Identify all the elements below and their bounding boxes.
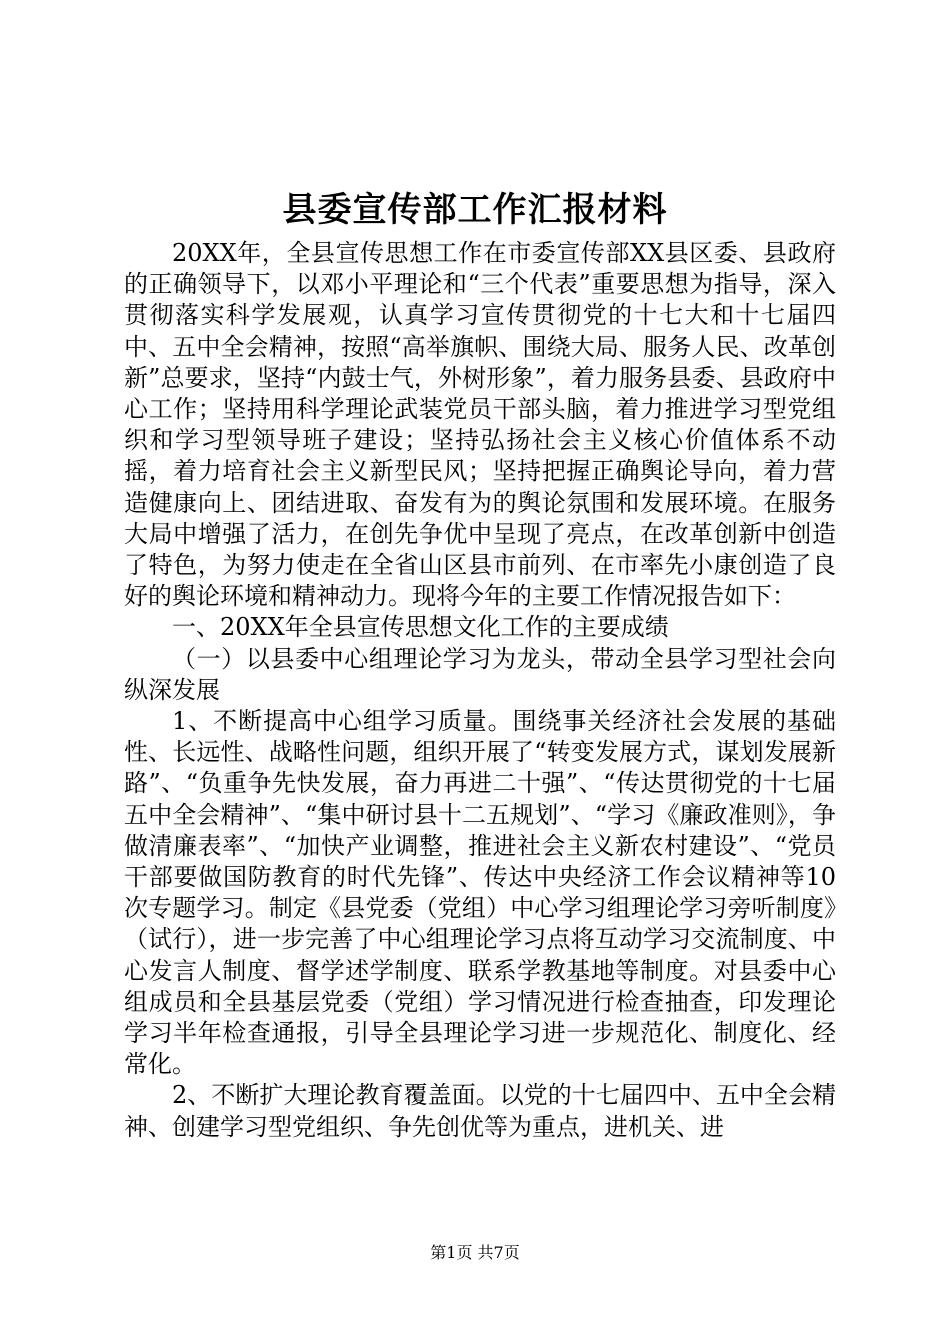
body-paragraph: 1、不断提高中心组学习质量。围绕事关经济社会发展的基础性、长远性、战略性问题，组织开展了“转变发展方式，谋划发展新路”、“负重争先快发展，奋力再进二十强”、“传达贯彻党的十七届五中全会精神”、“集中研讨县十二五规划”、“学习《廉政准则》，争做清廉表率”、“加快产业调整，推进社会主义新农村建设”、“党员干部要做国防教育的时代先锋”、传达中央经济工作会议精神等10次专题学习。制定《县党委（党组）中心学习组理论学习旁听制度》（试行），进一步完善了中心组理论学习点将互动学习交流制度、中心发言人制度、督学述学制度、联系学教基地等制度。对县委中心组成员和全县基层党委（党组）学习情况进行检查抽查，印发理论学习半年检查通报，引导全县理论学习进一步规范化、制度化、经常化。	[124, 707, 836, 1079]
section-heading: 一、20XX年全县宣传思想文化工作的主要成绩	[172, 613, 669, 642]
subsection-heading: （一）以县委中心组理论学习为龙头，带动全县学习型社会向纵深发展	[124, 644, 836, 704]
body-paragraph: 2、不断扩大理论教育覆盖面。以党的十七届四中、五中全会精神、创建学习型党组织、争先创优等为重点，进机关、进	[124, 1081, 836, 1141]
page-number-footer: 第1页 共7页	[430, 1243, 520, 1262]
document-body	[124, 238, 836, 1143]
intro-paragraph: 20XX年，全县宣传思想工作在市委宣传部XX县区委、县政府的正确领导下，以邓小平理论和“三个代表”重要思想为指导，深入贯彻落实科学发展观，认真学习宣传贯彻党的十七大和十七届四中、五中全会精神，按照“高举旗帜、围绕大局、服务人民、改革创新”总要求，坚持“内鼓士气，外树形象”，着力服务县委、县政府中心工作；坚持用科学理论武装党员干部头脑，着力推进学习型党组织和学习型领导班子建设；坚持弘扬社会主义核心价值体系不动摇，着力培育社会主义新型民风；坚持把握正确舆论导向，着力营造健康向上、团结进取、奋发有为的舆论氛围和发展环境。在服务大局中增强了活力，在创先争优中呈现了亮点，在改革创新中创造了特色，为努力使走在全省山区县市前列、在市率先小康创造了良好的舆论环境和精神动力。现将今年的主要工作情况报告如下：	[124, 239, 836, 611]
document-title: 县委宣传部工作汇报材料	[282, 190, 668, 230]
